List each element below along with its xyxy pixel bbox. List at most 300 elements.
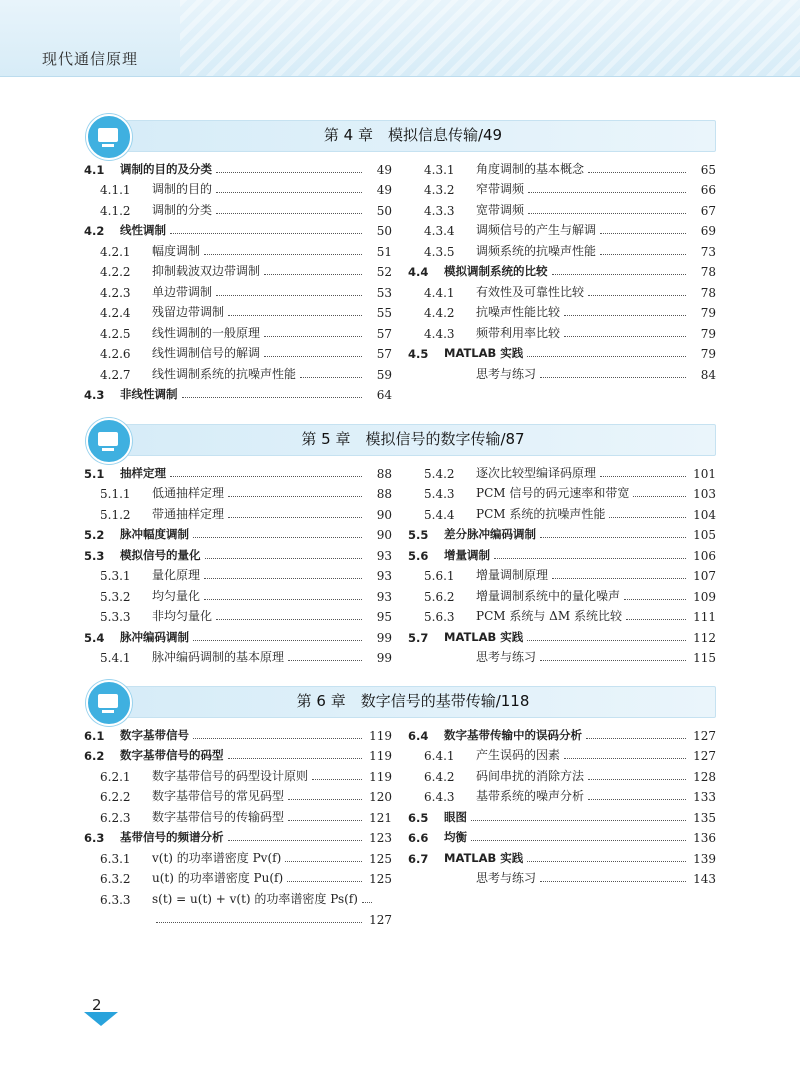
toc-entry-title: 均匀量化 <box>152 588 201 603</box>
toc-entry-number: 5.1 <box>84 466 105 481</box>
toc-leader-dots <box>588 295 686 296</box>
toc-entry-page: 112 <box>693 630 716 645</box>
toc-entry-page: 127 <box>693 728 716 743</box>
toc-leader-dots <box>228 315 362 316</box>
toc-entry-number: 4.3.2 <box>424 183 455 197</box>
toc-entry[interactable] <box>84 542 392 563</box>
toc-entry-page: 79 <box>700 306 716 320</box>
toc-entry-title: 单边带调制 <box>152 284 213 299</box>
toc-leader-dots <box>471 840 686 841</box>
toc-leader-dots <box>588 779 686 780</box>
toc-leader-dots <box>193 537 362 538</box>
toc-entry-page: 50 <box>376 224 392 238</box>
toc-entry-page: 99 <box>376 651 392 665</box>
toc-entry-page: 121 <box>369 810 392 825</box>
toc-entry[interactable] <box>84 156 392 177</box>
toc-entry-page: 78 <box>700 265 716 279</box>
toc-entry-page: 69 <box>700 224 716 238</box>
toc-entry-title: 数字基带信号 <box>120 727 189 742</box>
toc-entry-title: 数字基带信号的传输码型 <box>152 809 285 824</box>
toc-entry[interactable] <box>408 866 716 887</box>
toc-leader-dots <box>540 660 686 661</box>
toc-entry-title: 数字基带信号的常见码型 <box>152 789 285 803</box>
toc-entry-page: 127 <box>369 913 392 927</box>
toc-entry-title: 数字基带传输中的误码分析 <box>444 727 582 742</box>
toc-entry[interactable] <box>408 804 716 825</box>
chapter-6 <box>84 680 716 927</box>
toc-entry-number: 5.2 <box>84 528 105 542</box>
toc-entry-title: 眼图 <box>444 809 467 824</box>
toc-entry-number: 4.3 <box>84 388 105 402</box>
toc-entry-number: 4.2.2 <box>100 265 131 279</box>
toc-entry-number: 6.2.1 <box>100 769 131 784</box>
toc-entry-number: 6.3.3 <box>100 892 131 907</box>
toc-entry-page: 90 <box>376 507 392 522</box>
toc-entry[interactable] <box>408 845 716 866</box>
toc-entry-page: 119 <box>369 769 392 784</box>
toc-entry-number: 5.3.3 <box>100 610 131 624</box>
toc-entry[interactable] <box>408 583 716 604</box>
toc-entry[interactable] <box>408 361 716 382</box>
header-bar <box>0 0 800 77</box>
toc-entry-title: 增量调制系统中的量化噪声 <box>476 588 621 603</box>
toc-leader-dots <box>600 254 686 255</box>
toc-entry-page: 99 <box>376 630 392 645</box>
toc-leader-dots <box>288 660 362 661</box>
chapter-header <box>86 418 716 458</box>
toc-entry[interactable] <box>408 341 716 362</box>
toc-column-left <box>84 460 392 665</box>
toc-leader-dots <box>228 517 362 518</box>
toc-entry-number: 5.4.4 <box>424 507 455 522</box>
toc-entry-title: 均衡 <box>444 830 467 844</box>
toc-entry-page: 115 <box>693 651 716 665</box>
toc-entry-title: 线性调制 <box>120 223 166 237</box>
toc-entry-title: 产生误码的因素 <box>476 748 561 762</box>
toc-entry-page: 57 <box>376 347 392 361</box>
toc-entry[interactable] <box>84 481 392 502</box>
toc-leader-dots <box>216 295 362 296</box>
toc-entry-title: 量化原理 <box>152 568 201 582</box>
toc-entry[interactable] <box>84 804 392 825</box>
toc-leader-dots <box>528 192 686 193</box>
toc-entry[interactable] <box>84 501 392 522</box>
toc-entry-title: 角度调制的基本概念 <box>476 161 585 176</box>
toc-leader-dots <box>264 274 362 275</box>
toc-entry[interactable] <box>84 784 392 805</box>
toc-entry-number: 6.3.1 <box>100 851 131 866</box>
toc-entry-page: 125 <box>369 851 392 866</box>
toc-leader-dots <box>564 336 686 337</box>
toc-entry[interactable] <box>408 645 716 666</box>
toc-leader-dots <box>264 356 362 357</box>
toc-entry-page: 93 <box>376 589 392 604</box>
toc-leader-dots <box>285 861 362 862</box>
toc-entry-title: 模拟信号的量化 <box>120 547 201 562</box>
toc-entry-number: 4.1 <box>84 162 105 177</box>
toc-leader-dots <box>540 881 686 882</box>
toc-entry-title: 有效性及可靠性比较 <box>476 284 585 299</box>
toc-entry-number: 4.2.1 <box>100 244 131 259</box>
toc-entry[interactable] <box>408 279 716 300</box>
toc-entry-page: 135 <box>693 810 716 825</box>
toc-entry-number: 4.5 <box>408 347 429 361</box>
toc-leader-dots <box>204 254 362 255</box>
toc-leader-dots <box>624 599 686 600</box>
toc-entry[interactable] <box>408 320 716 341</box>
toc-entry[interactable] <box>84 361 392 382</box>
toc-leader-dots <box>588 799 686 800</box>
toc-entry[interactable] <box>408 197 716 218</box>
toc-entry-page: 127 <box>693 749 716 763</box>
toc-entry[interactable] <box>84 279 392 300</box>
toc-entry-title: 带通抽样定理 <box>152 506 225 521</box>
toc-entry-page: 125 <box>369 872 392 886</box>
toc-entry-page: 107 <box>693 569 716 583</box>
toc-entry-number: 6.4.2 <box>424 769 455 784</box>
toc-entry[interactable] <box>84 743 392 764</box>
toc-leader-dots <box>300 377 362 378</box>
toc-entry[interactable] <box>408 218 716 239</box>
toc-entry[interactable] <box>408 238 716 259</box>
toc-entry-number: 5.3.1 <box>100 569 131 583</box>
header-stripes <box>180 0 800 76</box>
toc-leader-dots <box>600 233 686 234</box>
toc-entry-title: 低通抽样定理 <box>152 486 225 500</box>
toc-entry-title: v(t) 的功率谱密度 Pv(f) <box>152 850 282 865</box>
toc-leader-dots <box>170 233 362 234</box>
toc-leader-dots <box>288 820 362 821</box>
toc-entry[interactable] <box>408 604 716 625</box>
toc-entry[interactable] <box>84 825 392 846</box>
toc-entry-title: 调制的目的及分类 <box>120 161 212 176</box>
toc-entry-number: 6.6 <box>408 831 429 845</box>
toc-leader-dots <box>552 578 686 579</box>
toc-entry-page: 111 <box>693 610 716 624</box>
toc-leader-dots <box>494 558 686 559</box>
toc-entry[interactable] <box>84 460 392 481</box>
toc-entry-number: 4.1.1 <box>100 183 131 197</box>
toc-leader-dots <box>552 274 687 275</box>
toc-entry[interactable] <box>84 259 392 280</box>
toc-entry-number: 4.4.3 <box>424 326 455 341</box>
toc-entry-number: 6.4.3 <box>424 790 455 804</box>
toc-entry[interactable] <box>408 542 716 563</box>
toc-leader-dots <box>170 476 362 477</box>
toc-entry[interactable] <box>84 563 392 584</box>
toc-leader-dots <box>264 336 362 337</box>
toc-entry-title: 抑制载波双边带调制 <box>152 264 261 278</box>
toc-entry-title: 非线性调制 <box>120 387 178 401</box>
toc-entry-page: 90 <box>376 528 392 542</box>
book-title: 现代通信原理 <box>42 50 139 68</box>
toc-entry-number: 6.3 <box>84 831 105 845</box>
toc-entry-number: 4.3.1 <box>424 162 455 177</box>
toc-entry-number: 6.1 <box>84 728 105 743</box>
toc-entry-page: 53 <box>376 285 392 300</box>
chapter-4 <box>84 114 716 402</box>
toc-entry-title: 数字基带信号的码型 <box>120 748 224 762</box>
toc-entry[interactable] <box>408 177 716 198</box>
toc-entry[interactable] <box>84 886 392 907</box>
toc-entry[interactable] <box>408 563 716 584</box>
toc-column-right <box>408 722 716 927</box>
toc-entry-page: 120 <box>369 790 392 804</box>
toc-entry-page: 119 <box>369 728 392 743</box>
toc-leader-dots <box>527 356 686 357</box>
toc-leader-dots <box>362 902 372 903</box>
toc-entry-page: 93 <box>376 548 392 563</box>
toc-column-right <box>408 156 716 402</box>
toc-leader-dots <box>216 192 362 193</box>
toc-entry-page: 73 <box>700 244 716 259</box>
toc-entry[interactable] <box>408 825 716 846</box>
toc-entry[interactable] <box>408 722 716 743</box>
toc-entry-number: 5.1.1 <box>100 487 131 501</box>
toc-leader-dots <box>527 640 686 641</box>
toc-entry-page: 105 <box>693 528 716 542</box>
toc-entry[interactable] <box>84 845 392 866</box>
toc-entry[interactable] <box>408 481 716 502</box>
toc-entry-page: 49 <box>376 183 392 197</box>
toc-entry-number: 4.2.5 <box>100 326 131 341</box>
toc-entry-page: 59 <box>376 367 392 382</box>
toc-entry-title: 残留边带调制 <box>152 305 225 319</box>
toc-entry-title: 增量调制原理 <box>476 568 549 582</box>
toc-entry-title: 脉冲幅度调制 <box>120 527 189 541</box>
toc-entry-page: 79 <box>700 347 716 361</box>
toc-leader-dots <box>216 619 362 620</box>
toc-entry[interactable] <box>84 320 392 341</box>
toc-entry-number: 4.1.2 <box>100 203 131 218</box>
toc-entry-page: 123 <box>369 831 392 845</box>
toc-entry-title: 思考与练习 <box>476 650 537 664</box>
toc-entry[interactable] <box>84 341 392 362</box>
toc-entry-page: 66 <box>700 183 716 197</box>
toc-entry[interactable] <box>408 501 716 522</box>
toc-entry-page: 119 <box>369 749 392 763</box>
toc-entry-number: 4.3.5 <box>424 244 455 259</box>
toc-leader-dots <box>626 619 686 620</box>
toc-entry-number: 5.4.2 <box>424 466 455 481</box>
toc-entry-title: 调频系统的抗噪声性能 <box>476 243 597 258</box>
toc-entry[interactable] <box>408 784 716 805</box>
toc-entry-number: 4.4 <box>408 265 429 279</box>
toc-entry-number: 4.4.2 <box>424 306 455 320</box>
toc-entry-title: MATLAB 实践 <box>444 346 524 360</box>
toc-leader-dots <box>228 840 363 841</box>
toc-entry[interactable] <box>84 218 392 239</box>
toc-entry[interactable] <box>84 604 392 625</box>
toc-entry-title: 脉冲编码调制的基本原理 <box>152 650 285 664</box>
toc-entry[interactable] <box>408 259 716 280</box>
toc-leader-dots <box>193 640 362 641</box>
toc-leader-dots <box>586 738 686 739</box>
toc-entry[interactable] <box>84 866 392 887</box>
toc-entry-number: 4.3.4 <box>424 224 455 238</box>
toc-entry-page: 95 <box>376 610 392 624</box>
toc-leader-dots <box>588 172 686 173</box>
toc-entry-page: 93 <box>376 569 392 583</box>
toc-entry[interactable] <box>408 300 716 321</box>
toc-entry-title: 调制的目的 <box>152 182 213 196</box>
toc-column-left <box>84 156 392 402</box>
page-number: 2 <box>92 996 102 1014</box>
toc-leader-dots <box>216 172 362 173</box>
toc-entry-page: 64 <box>376 388 392 402</box>
toc-entry-number: 5.3.2 <box>100 589 131 604</box>
toc-entry-page: 88 <box>376 466 392 481</box>
toc-entry-page: 49 <box>376 162 392 177</box>
toc-entry-title: PCM 信号的码元速率和带宽 <box>476 486 630 500</box>
toc-entry[interactable] <box>84 382 392 403</box>
toc-entry[interactable] <box>84 624 392 645</box>
toc-entry-title: 基带信号的频谱分析 <box>120 830 224 844</box>
toc-entry-page: 52 <box>376 265 392 279</box>
toc-entry[interactable] <box>408 743 716 764</box>
toc-entry-page: 55 <box>376 306 392 320</box>
toc-entry-title: 线性调制信号的解调 <box>152 346 261 360</box>
toc-entry-page: 84 <box>700 367 716 382</box>
toc-entry-page: 109 <box>693 589 716 604</box>
toc-entry-number: 5.6.2 <box>424 589 455 604</box>
toc-leader-dots <box>609 517 686 518</box>
toc-entry-page: 101 <box>693 466 716 481</box>
toc-entry-page: 51 <box>376 244 392 259</box>
toc-entry[interactable] <box>84 522 392 543</box>
toc-entry[interactable] <box>84 583 392 604</box>
toc-entry-title: 差分脉冲编码调制 <box>444 527 536 541</box>
toc-entry[interactable] <box>84 177 392 198</box>
toc-entry-number: 5.4 <box>84 630 105 645</box>
toc-leader-dots <box>228 496 362 497</box>
toc-entry-title: 窄带调频 <box>476 182 525 196</box>
toc-leader-dots <box>287 881 362 882</box>
toc-entry-title: 抗噪声性能比较 <box>476 305 561 319</box>
toc-entry-number: 5.5 <box>408 528 429 542</box>
toc-entry-number: 5.6 <box>408 548 429 563</box>
toc-entry-title: 非均匀量化 <box>152 609 213 623</box>
toc-entry[interactable] <box>408 522 716 543</box>
toc-entry-page: 106 <box>693 548 716 563</box>
toc-entry-title: 抽样定理 <box>120 465 166 480</box>
toc-entry-number: 6.2 <box>84 749 105 763</box>
toc-leader-dots <box>205 558 363 559</box>
toc-entry-number: 6.3.2 <box>100 872 131 886</box>
toc-leader-dots <box>204 578 362 579</box>
chapter-5 <box>84 418 716 665</box>
toc-entry-title: 基带系统的噪声分析 <box>476 789 585 803</box>
toc-column-left <box>84 722 392 927</box>
toc-entry[interactable] <box>408 156 716 177</box>
toc-entry-title: 思考与练习 <box>476 871 537 885</box>
toc-entry-title: 数字基带信号的码型设计原则 <box>152 768 309 783</box>
chapter-header <box>86 680 716 720</box>
toc-leader-dots <box>193 738 362 739</box>
toc-entry-page: 133 <box>693 790 716 804</box>
toc-entry-number: 4.2 <box>84 224 105 238</box>
toc-entry[interactable] <box>84 722 392 743</box>
toc-entry-title: 线性调制系统的抗噪声性能 <box>152 366 297 381</box>
toc-entry-number: 6.4.1 <box>424 749 455 763</box>
toc-leader-dots <box>204 599 362 600</box>
toc-entry[interactable] <box>84 197 392 218</box>
chapter-title: 第 5 章 模拟信号的数字传输/87 <box>301 430 525 448</box>
toc-entry-title: 线性调制的一般原理 <box>152 325 261 340</box>
toc-entry-title: u(t) 的功率谱密度 Pu(f) <box>152 871 284 885</box>
toc-entry[interactable] <box>84 300 392 321</box>
toc-entry-title: 模拟调制系统的比较 <box>444 264 548 278</box>
toc-entry[interactable] <box>84 907 392 928</box>
toc-leader-dots <box>216 213 362 214</box>
toc-entry-number: 5.3 <box>84 548 105 563</box>
toc-leader-dots <box>228 758 363 759</box>
toc-leader-dots <box>633 496 686 497</box>
toc-entry-page: 103 <box>693 487 716 501</box>
toc-leader-dots <box>528 213 686 214</box>
toc-entry-title: s(t) = u(t) + v(t) 的功率谱密度 Ps(f) <box>152 891 358 906</box>
toc-entry-number: 4.2.7 <box>100 367 131 382</box>
toc-leader-dots <box>156 922 362 923</box>
chapter-title: 第 4 章 模拟信息传输/49 <box>323 126 503 144</box>
toc-entry-title: 频带利用率比较 <box>476 325 561 340</box>
toc-entry-page: 139 <box>693 851 716 866</box>
toc-entry-title: 幅度调制 <box>152 243 201 258</box>
toc-entry[interactable] <box>408 763 716 784</box>
toc-entry-number: 5.1.2 <box>100 507 131 522</box>
toc-entry-page: 143 <box>693 872 716 886</box>
toc-entry-number: 4.2.3 <box>100 285 131 300</box>
toc-entry[interactable] <box>84 763 392 784</box>
chapter-title: 第 6 章 数字信号的基带传输/118 <box>296 692 530 710</box>
toc-entry[interactable] <box>84 238 392 259</box>
toc-entry-number: 4.3.3 <box>424 203 455 218</box>
toc-entry-page: 136 <box>693 831 716 845</box>
toc-entry-page: 104 <box>693 507 716 522</box>
toc-entry-number: 5.4.3 <box>424 487 455 501</box>
toc-entry-page: 65 <box>700 162 716 177</box>
toc-entry[interactable] <box>408 624 716 645</box>
toc-entry-number: 6.2.2 <box>100 790 131 804</box>
toc-entry[interactable] <box>408 460 716 481</box>
toc-leader-dots <box>471 820 686 821</box>
toc-entry-title: 增量调制 <box>444 547 490 562</box>
toc-entry-page: 67 <box>700 203 716 218</box>
toc-entry-page: 79 <box>700 326 716 341</box>
toc-entry-title: MATLAB 实践 <box>444 850 524 865</box>
toc-leader-dots <box>182 397 363 398</box>
toc-entry-title: 调频信号的产生与解调 <box>476 223 597 237</box>
toc-entry-number: 6.5 <box>408 810 429 825</box>
toc-entry-title: PCM 系统的抗噪声性能 <box>476 506 606 521</box>
toc-entry-title: 脉冲编码调制 <box>120 629 189 644</box>
toc-entry-page: 57 <box>376 326 392 341</box>
toc-entry-number: 5.7 <box>408 630 429 645</box>
toc-entry-number: 6.7 <box>408 851 429 866</box>
toc-entry-number: 6.2.3 <box>100 810 131 825</box>
toc-entry-title: 码间串扰的消除方法 <box>476 768 585 783</box>
toc-column-right <box>408 460 716 665</box>
toc-entry-page: 128 <box>693 769 716 784</box>
toc-entry[interactable] <box>84 645 392 666</box>
toc-entry-page: 88 <box>376 487 392 501</box>
toc-entry-number: 4.2.6 <box>100 347 131 361</box>
toc-leader-dots <box>564 758 686 759</box>
toc-entry-number: 4.4.1 <box>424 285 455 300</box>
toc-entry-title: 调制的分类 <box>152 202 213 217</box>
toc-leader-dots <box>540 377 686 378</box>
toc-leader-dots <box>527 861 686 862</box>
